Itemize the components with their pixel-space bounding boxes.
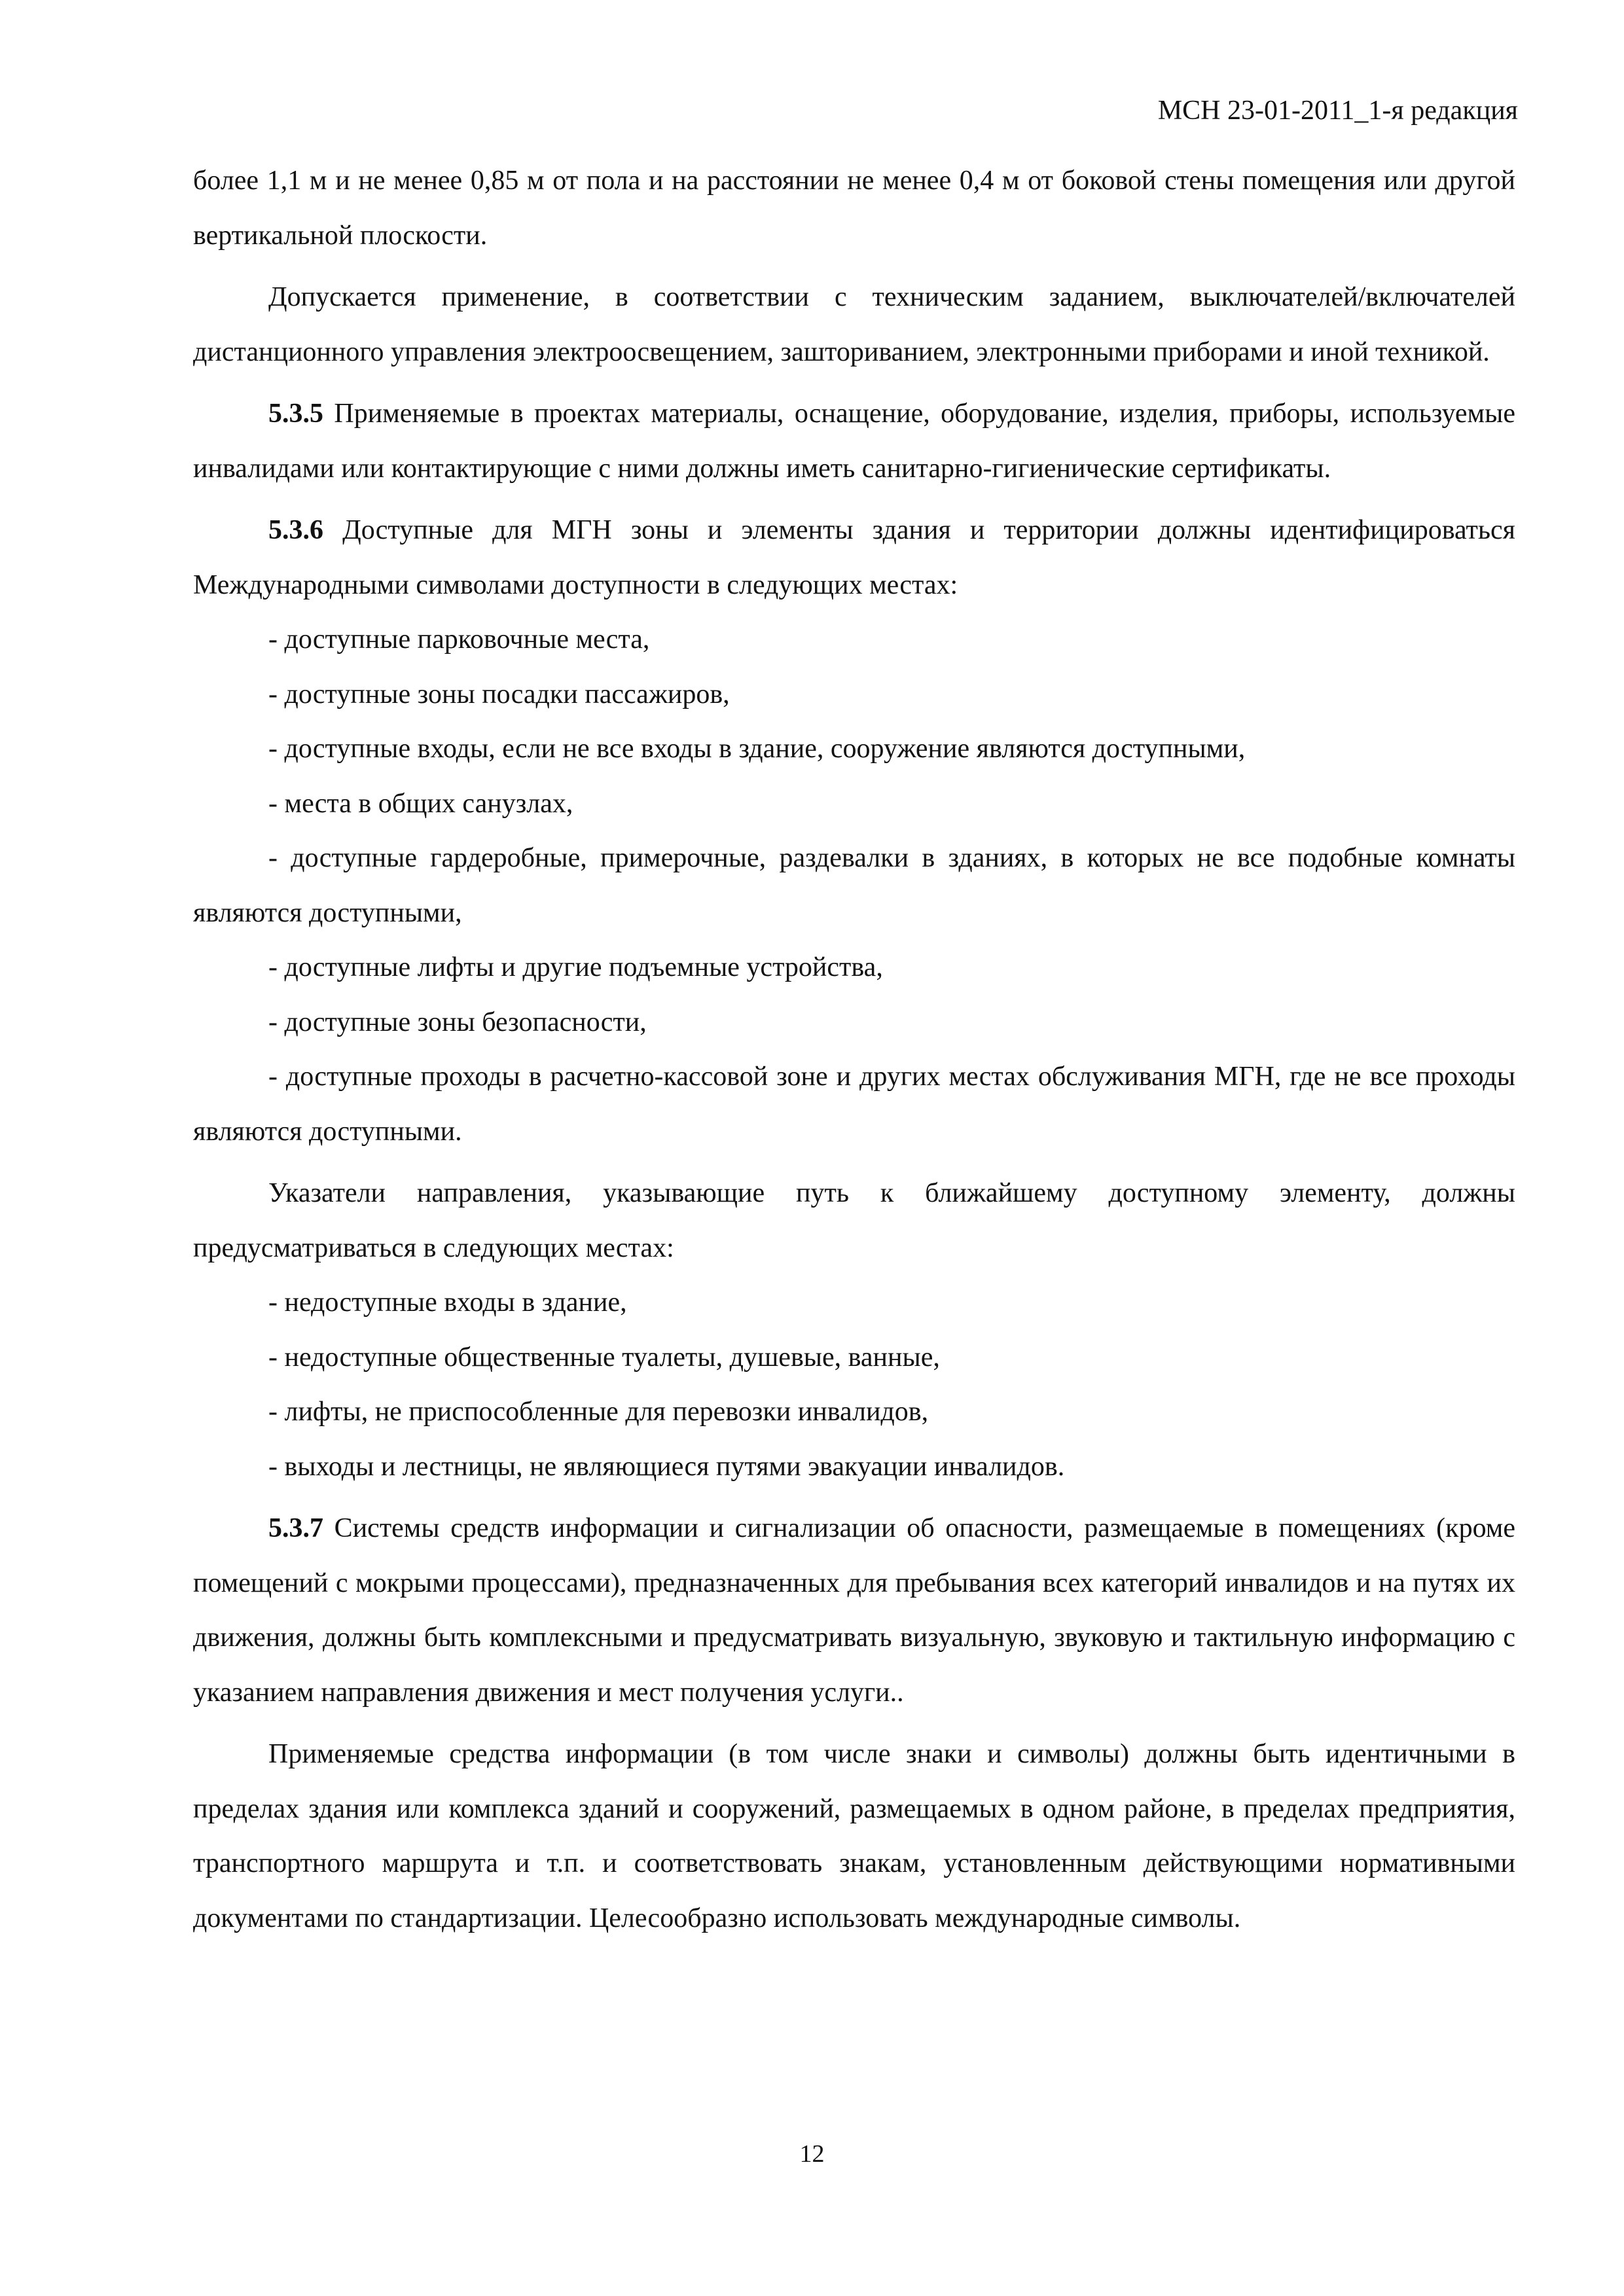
clause-5-3-5 (193, 387, 1515, 496)
list-item: - доступные гардеробные, примерочные, раздевалки в зданиях, в которых не все подобные комнаты являются доступными, (193, 843, 1515, 928)
list-item: - доступные лифты и другие подъемные устройства, (268, 952, 883, 982)
list-item: - выходы и лестницы, не являющиеся путями эвакуации инвалидов. (268, 1451, 1065, 1482)
list-item: - доступные зоны посадки пассажиров, (268, 679, 730, 709)
document-code-header: МСН 23-01-2011_1-я редакция (1157, 96, 1518, 126)
paragraph-information-means: Применяемые средства информации (в том числе знаки и символы) должны быть идентичными в пределах здания или комплекса зданий и сооружений, размещаемых в одном районе, в пределах предприятия, транспортного маршрута и т.п. и соответствовать знакам, установленным действующими нормативными документами по стандартизации. Целесообразно использовать международные символы. (193, 1739, 1515, 1933)
list-item: - доступные парковочные места, (268, 624, 650, 655)
list-item: - доступные зоны безопасности, (268, 1007, 647, 1037)
clause-5-3-6 (193, 503, 1515, 613)
list-item: - доступные входы, если не все входы в здание, сооружение являются доступными, (268, 734, 1246, 764)
clause-number: 5.3.6 (268, 515, 323, 545)
clause-number: 5.3.7 (268, 1513, 323, 1543)
clause-text: Применяемые в проектах материалы, оснащение, оборудование, изделия, приборы, используемые инвалидами или контактирующие с ними должны иметь санитарно-гигиенические сертификаты. (193, 399, 1515, 484)
list-item: - места в общих санузлах, (268, 788, 573, 819)
list-item: - доступные проходы в расчетно-кассовой зоне и других местах обслуживания МГН, где не все проходы являются доступными. (193, 1062, 1515, 1147)
paragraph-direction-pointers: Указатели направления, указывающие путь к ближайшему доступному элементу, должны предусматриваться в следующих местах: (193, 1178, 1515, 1263)
page-body (193, 154, 1515, 1946)
clause-text: Системы средств информации и сигнализации об опасности, размещаемые в помещениях (кроме помещений с мокрыми процессами), предназначенных для пребывания всех категорий инвалидов и на путях их движения, должны быть комплексными и предусматривать визуальную, звуковую и тактильную информацию с указанием направления движения и мест получения услуги.. (193, 1513, 1515, 1708)
list-item: - лифты, не приспособленные для перевозки инвалидов, (268, 1397, 929, 1427)
clause-text: Доступные для МГН зоны и элементы здания и территории должны идентифицироваться Международными символами доступности в следующих местах: (193, 515, 1515, 600)
list-item: - недоступные входы в здание, (268, 1287, 627, 1318)
page-number: 12 (799, 2140, 825, 2168)
clause-number: 5.3.5 (268, 399, 323, 429)
list-item: - недоступные общественные туалеты, душевые, ванные, (268, 1342, 940, 1372)
paragraph-remote-switches: Допускается применение, в соответствии с техническим заданием, выключателей/включателей дистанционного управления электроосвещением, зашториванием, электронными приборами и иной техникой. (193, 282, 1515, 367)
paragraph-continuation: более 1,1 м и не менее 0,85 м от пола и на расстоянии не менее 0,4 м от боковой стены помещения или другой вертикальной плоскости. (193, 166, 1515, 251)
clause-5-3-7 (193, 1501, 1515, 1720)
